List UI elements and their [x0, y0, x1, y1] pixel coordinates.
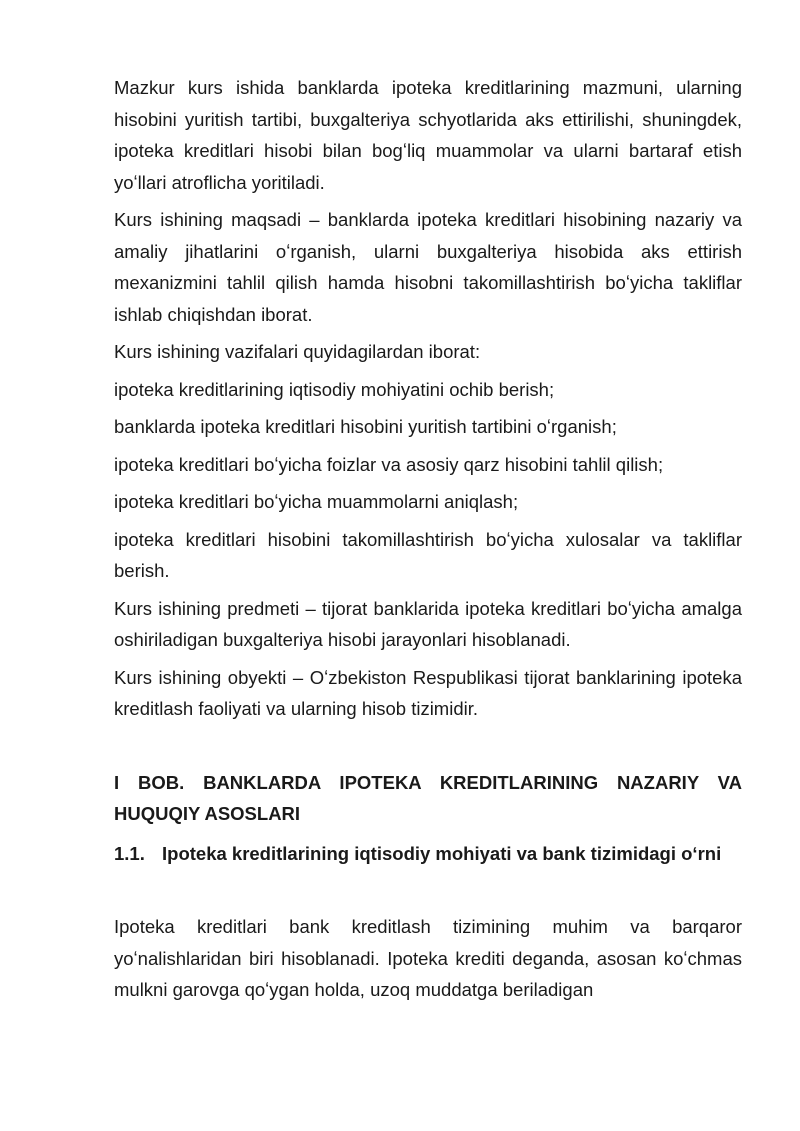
- spacer: [114, 731, 742, 767]
- intro-paragraph-2: Kurs ishining maqsadi – banklarda ipoteka kreditlari hisobining nazariy va amaliy jihatlarini oʻrganish, ularni buxgalteriya hisobida aks ettirish mexanizmini tahlil qilish hamda hisobni takomillashtirish boʻyicha takliflar ishlab chiqishdan iborat.: [114, 209, 742, 325]
- task-item-2: banklarda ipoteka kreditlari hisobini yuritish tartibini oʻrganish;: [114, 416, 617, 437]
- section-heading: [114, 838, 742, 870]
- task-item-1: ipoteka kreditlarining iqtisodiy mohiyatini ochib berish;: [114, 378, 555, 400]
- section-number: 1.1.: [114, 842, 145, 864]
- task-item-5: ipoteka kreditlari hisobini takomillashtirish boʻyicha xulosalar va takliflar berish.: [114, 528, 742, 581]
- tasks-intro: Kurs ishining vazifalari quyidagilardan iborat:: [114, 341, 481, 362]
- chapter-title: I BOB. BANKLARDA IPOTEKA KREDITLARINING NAZARIY VA HUQUQIY ASOSLARI: [114, 771, 742, 824]
- task-item-4: ipoteka kreditlari boʻyicha muammolarni aniqlash;: [114, 491, 519, 512]
- object-paragraph: Kurs ishining obyekti – Oʻzbekiston Respublikasi tijorat banklarining ipoteka kreditlash faoliyati va ularning hisob tizimidir.: [114, 666, 742, 719]
- subject-paragraph: Kurs ishining predmeti – tijorat banklarida ipoteka kreditlari boʻyicha amalga oshiriladigan buxgalteriya hisobi jarayonlari hisoblanadi.: [114, 597, 742, 650]
- spacer: [114, 869, 742, 911]
- task-item-3: ipoteka kreditlari boʻyicha foizlar va asosiy qarz hisobini tahlil qilish;: [114, 453, 664, 475]
- document-page: [114, 72, 742, 1012]
- section-body-paragraph: Ipoteka kreditlari bank kreditlash tizimining muhim va barqaror yoʻnalishlaridan biri hisoblanadi. Ipoteka krediti deganda, asosan koʻchmas mulkni garovga qoʻygan holda, uzoq muddatga beriladigan: [114, 916, 742, 1000]
- section-title: Ipoteka kreditlarining iqtisodiy mohiyati va bank tizimidagi oʻrni: [162, 842, 722, 864]
- intro-paragraph-1: Mazkur kurs ishida banklarda ipoteka kreditlarining mazmuni, ularning hisobini yuritish tartibi, buxgalteriya schyotlarida aks ettirilishi, shuningdek, ipoteka kreditlari hisobi bilan bogʻliq muammolar va ularni bartaraf etish yoʻllari atroflicha yoritiladi.: [114, 77, 742, 193]
